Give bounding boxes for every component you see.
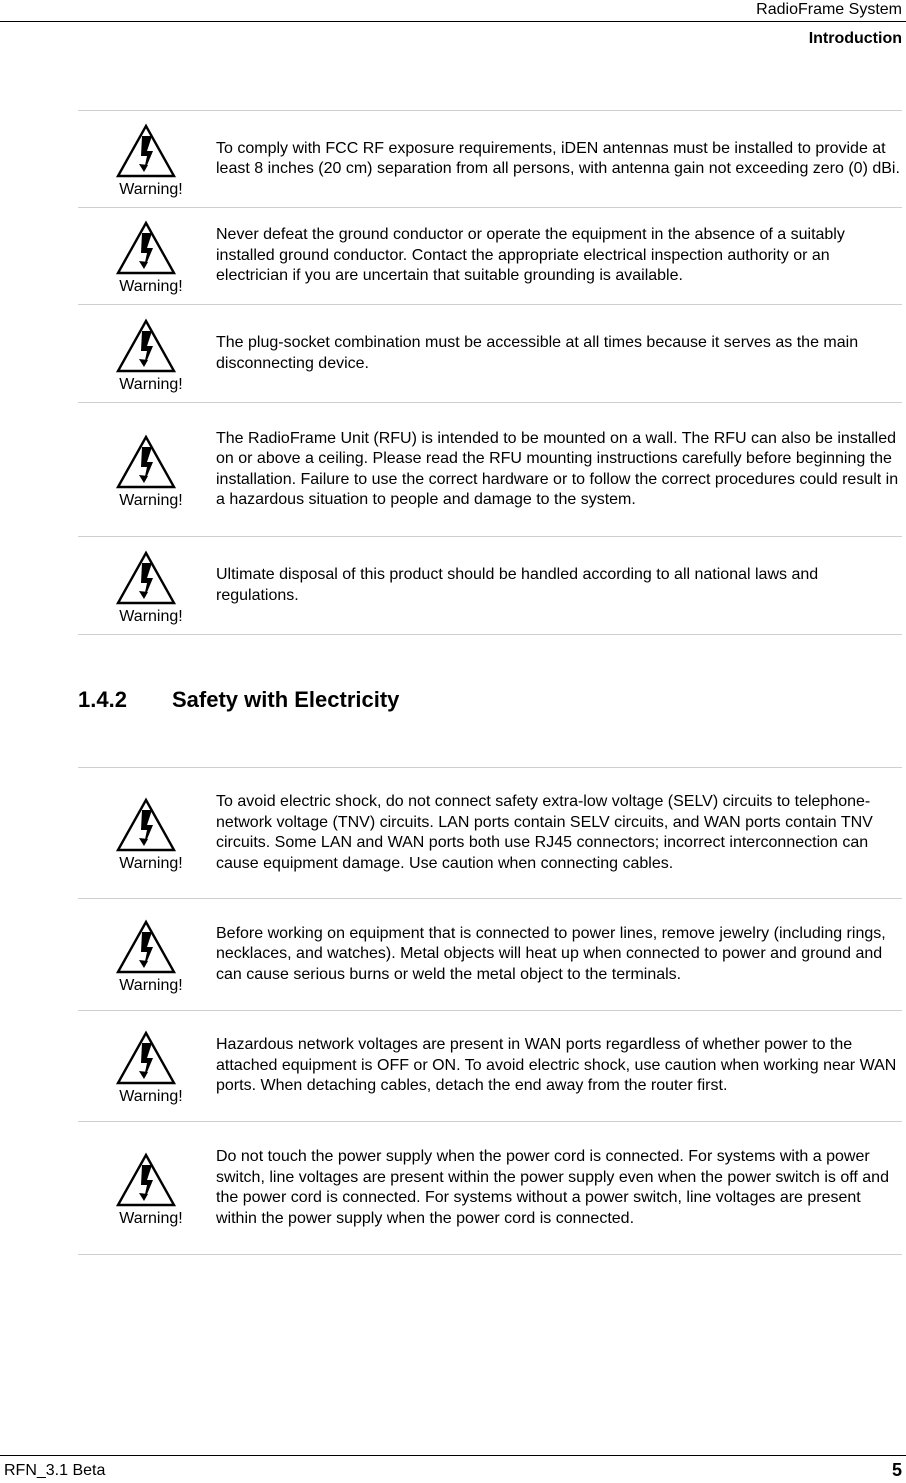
footer-doc-version: RFN_3.1 Beta (4, 1462, 106, 1479)
warning-text: To avoid electric shock, do not connect safety extra-low voltage (SELV) circuits to telephone-network voltage (TNV) circuits. LAN ports contain SELV circuits, and WAN ports contain TNV circuits. Some LAN and WAN ports both use RJ45 connectors; incorrect interconnection can cause equipment damage. Use caution when connecting cables. (216, 793, 873, 872)
warning-label: Warning! (119, 1210, 183, 1227)
warning-label: Warning! (119, 181, 183, 198)
warning-text: The RadioFrame Unit (RFU) is intended to be mounted on a wall. The RFU can also be installed on or above a ceiling. Please read the RFU mounting instructions carefully before beginning the installation. Failure to use the correct hardware or to follow the correct procedures could result in a hazardous situation to people and damage to the system. (216, 429, 899, 508)
warning-icon-cell (78, 793, 214, 873)
lightning-warning-icon (115, 434, 177, 490)
warnings-table-bottom (78, 767, 902, 1255)
lightning-warning-icon (115, 123, 177, 179)
warning-row (78, 305, 902, 403)
warning-row (78, 767, 902, 899)
warning-text: Hazardous network voltages are present in WAN ports regardless of whether power to the attached equipment is OFF or ON. To avoid electric shock, use caution when working near WAN ports. When detaching cables, detach the end away from the router first. (216, 1036, 897, 1095)
warnings-table-top (78, 110, 902, 635)
warning-row (78, 1011, 902, 1122)
header-section: Introduction (808, 30, 902, 47)
warning-row (78, 208, 902, 305)
warning-text: To comply with FCC RF exposure requirements, iDEN antennas must be installed to provide at least 8 inches (20 cm) separation from all persons, with antenna gain not exceeding zero (0) dBi. (216, 139, 900, 177)
warning-text: The plug-socket combination must be accessible at all times because it serves as the main disconnecting device. (216, 334, 859, 372)
section-heading (78, 686, 399, 714)
page-number: 5 (891, 1460, 902, 1480)
warning-row (78, 403, 902, 537)
header-title: RadioFrame System (756, 1, 902, 18)
lightning-warning-icon (115, 1030, 177, 1086)
warning-text: Before working on equipment that is connected to power lines, remove jewelry (including rings, necklaces, and watches). Metal objects will heat up when connected to power and ground and can cause serious burns or weld the metal object to the terminals. (216, 924, 886, 983)
lightning-warning-icon (115, 1152, 177, 1208)
warning-label: Warning! (119, 855, 183, 872)
warning-label: Warning! (119, 491, 183, 509)
warning-row (78, 537, 902, 635)
warning-label: Warning! (119, 607, 183, 625)
warning-row (78, 899, 902, 1011)
warning-row (78, 110, 902, 208)
warning-icon-cell (78, 314, 214, 394)
warning-text: Never defeat the ground conductor or operate the equipment in the absence of a suitably installed ground conductor. Contact the appropriate electrical inspection authority or an electrician if you are uncertain that suitable grounding is available. (216, 226, 845, 285)
lightning-warning-icon (115, 550, 177, 606)
lightning-warning-icon (115, 220, 177, 276)
footer-rule (0, 1455, 906, 1456)
warning-icon-cell (78, 119, 214, 199)
lightning-warning-icon (115, 797, 177, 853)
warning-label: Warning! (119, 375, 183, 393)
section-number: 1.4.2 (78, 687, 127, 712)
lightning-warning-icon (115, 919, 177, 975)
warning-icon-cell (78, 430, 214, 510)
warning-icon-cell (78, 915, 214, 995)
warning-row (78, 1122, 902, 1255)
warning-label: Warning! (119, 976, 183, 994)
warning-icon-cell (78, 1148, 214, 1228)
warning-label: Warning! (119, 278, 183, 295)
header-rule (0, 21, 906, 22)
section-title: Safety with Electricity (172, 687, 400, 712)
warning-icon-cell (78, 1026, 214, 1106)
warning-text: Do not touch the power supply when the power cord is connected. For systems with a power switch, line voltages are present within the power supply even when the power switch is off and the power cord is connected. For systems without a power switch, line voltages are present within the power supply when the power cord is connected. (216, 1148, 889, 1227)
lightning-warning-icon (115, 318, 177, 374)
warning-icon-cell (78, 216, 214, 296)
warning-label: Warning! (119, 1088, 183, 1105)
warning-text: Ultimate disposal of this product should be handled according to all national laws and regulations. (216, 566, 819, 604)
warning-icon-cell (78, 546, 214, 626)
